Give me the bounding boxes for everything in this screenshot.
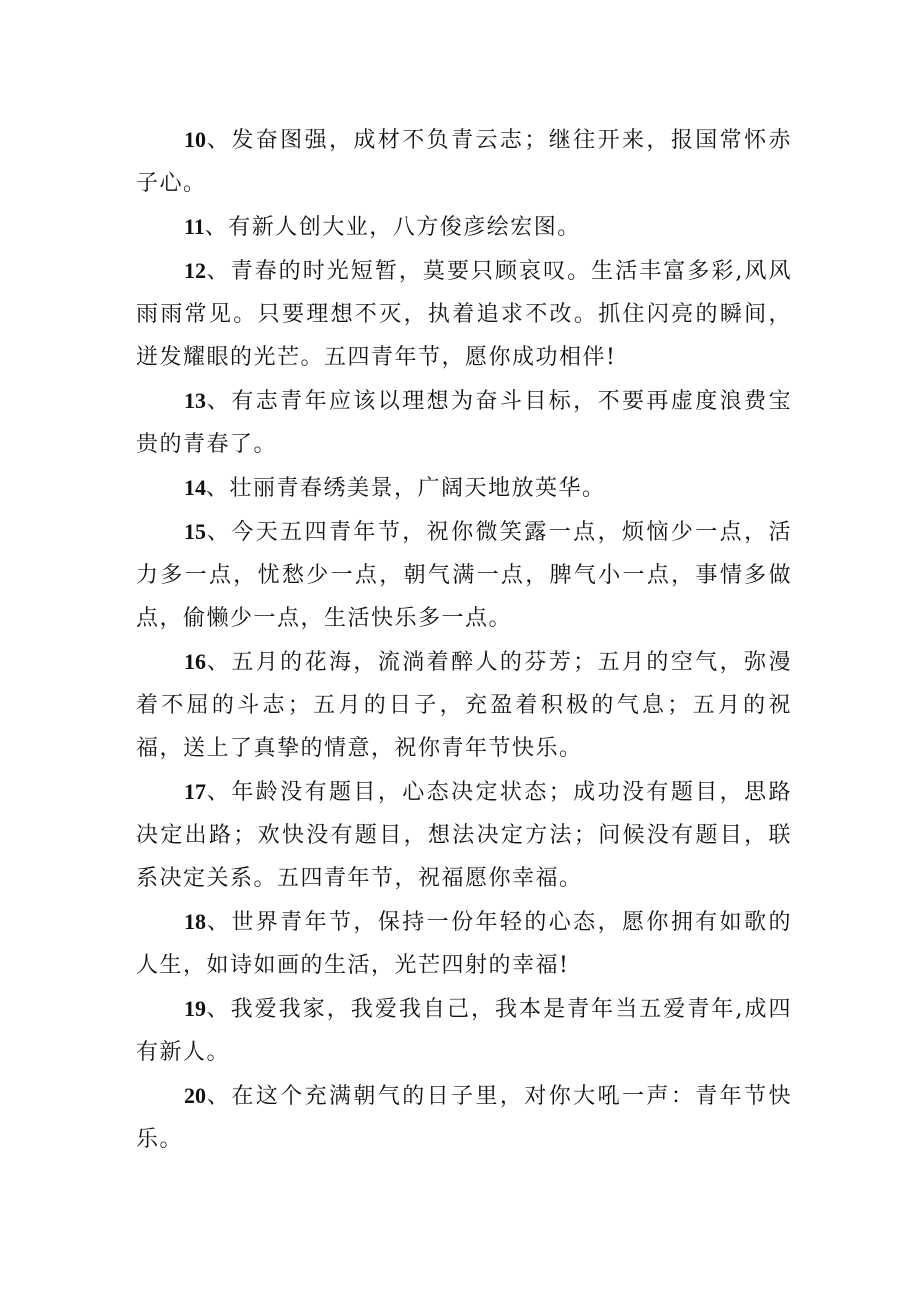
item-number: 13 [184,388,206,413]
document-body [136,118,792,1161]
item-number: 19 [184,996,206,1021]
paragraph-text: 、年龄没有题目，心态决定状态；成功没有题目，思路决定出路；欢快没有题目，想法决定方法；问候没有题目，联系决定关系。五四青年节，祝福愿你幸福。 [136,780,792,891]
item-number: 17 [184,779,206,804]
item-number: 16 [184,649,206,674]
item-number: 12 [184,258,206,283]
paragraph-15 [136,510,792,640]
paragraph-text: 、五月的花海，流淌着醉人的芬芳；五月的空气，弥漫着不屈的斗志；五月的日子，充盈着积极的气息；五月的祝福，送上了真挚的情意，祝你青年节快乐。 [136,650,792,761]
paragraph-18 [136,900,792,987]
paragraph-text: 、有新人创大业，八方俊彦绘宏图。 [204,215,581,240]
item-number: 11 [184,214,205,239]
paragraph-10 [136,118,792,205]
paragraph-12 [136,249,792,379]
paragraph-text: 、发奋图强，成材不负青云志；继往开来，报国常怀赤子心。 [136,128,792,196]
item-number: 15 [184,519,206,544]
paragraph-13 [136,379,792,466]
paragraph-text: 、青春的时光短暂，莫要只顾哀叹。生活丰富多彩,风风雨雨常见。只要理想不灭，执着追求不改。抓住闪亮的瞬间，迸发耀眼的光芒。五四青年节，愿你成功相伴! [136,259,792,370]
paragraph-19 [136,987,792,1074]
paragraph-text: 、我爱我家，我爱我自己，我本是青年当五爱青年,成四有新人。 [136,997,792,1065]
paragraph-11 [136,205,792,249]
item-number: 18 [184,909,206,934]
paragraph-16 [136,640,792,770]
paragraph-text: 、壮丽青春绣美景，广阔天地放英华。 [206,476,606,501]
paragraph-text: 、世界青年节，保持一份年轻的心态，愿你拥有如歌的人生，如诗如画的生活，光芒四射的幸福! [136,910,792,978]
paragraph-17 [136,770,792,900]
paragraph-text: 、今天五四青年节，祝你微笑露一点，烦恼少一点，活力多一点，忧愁少一点，朝气满一点，脾气小一点，事情多做点，偷懒少一点，生活快乐多一点。 [136,520,792,631]
paragraph-text: 、有志青年应该以理想为奋斗目标，不要再虚度浪费宝贵的青春了。 [136,389,792,457]
item-number: 14 [184,475,206,500]
paragraph-14 [136,466,792,510]
paragraph-text: 、在这个充满朝气的日子里，对你大吼一声：青年节快乐。 [136,1084,792,1152]
item-number: 20 [184,1083,206,1108]
item-number: 10 [184,127,206,152]
paragraph-20 [136,1074,792,1161]
